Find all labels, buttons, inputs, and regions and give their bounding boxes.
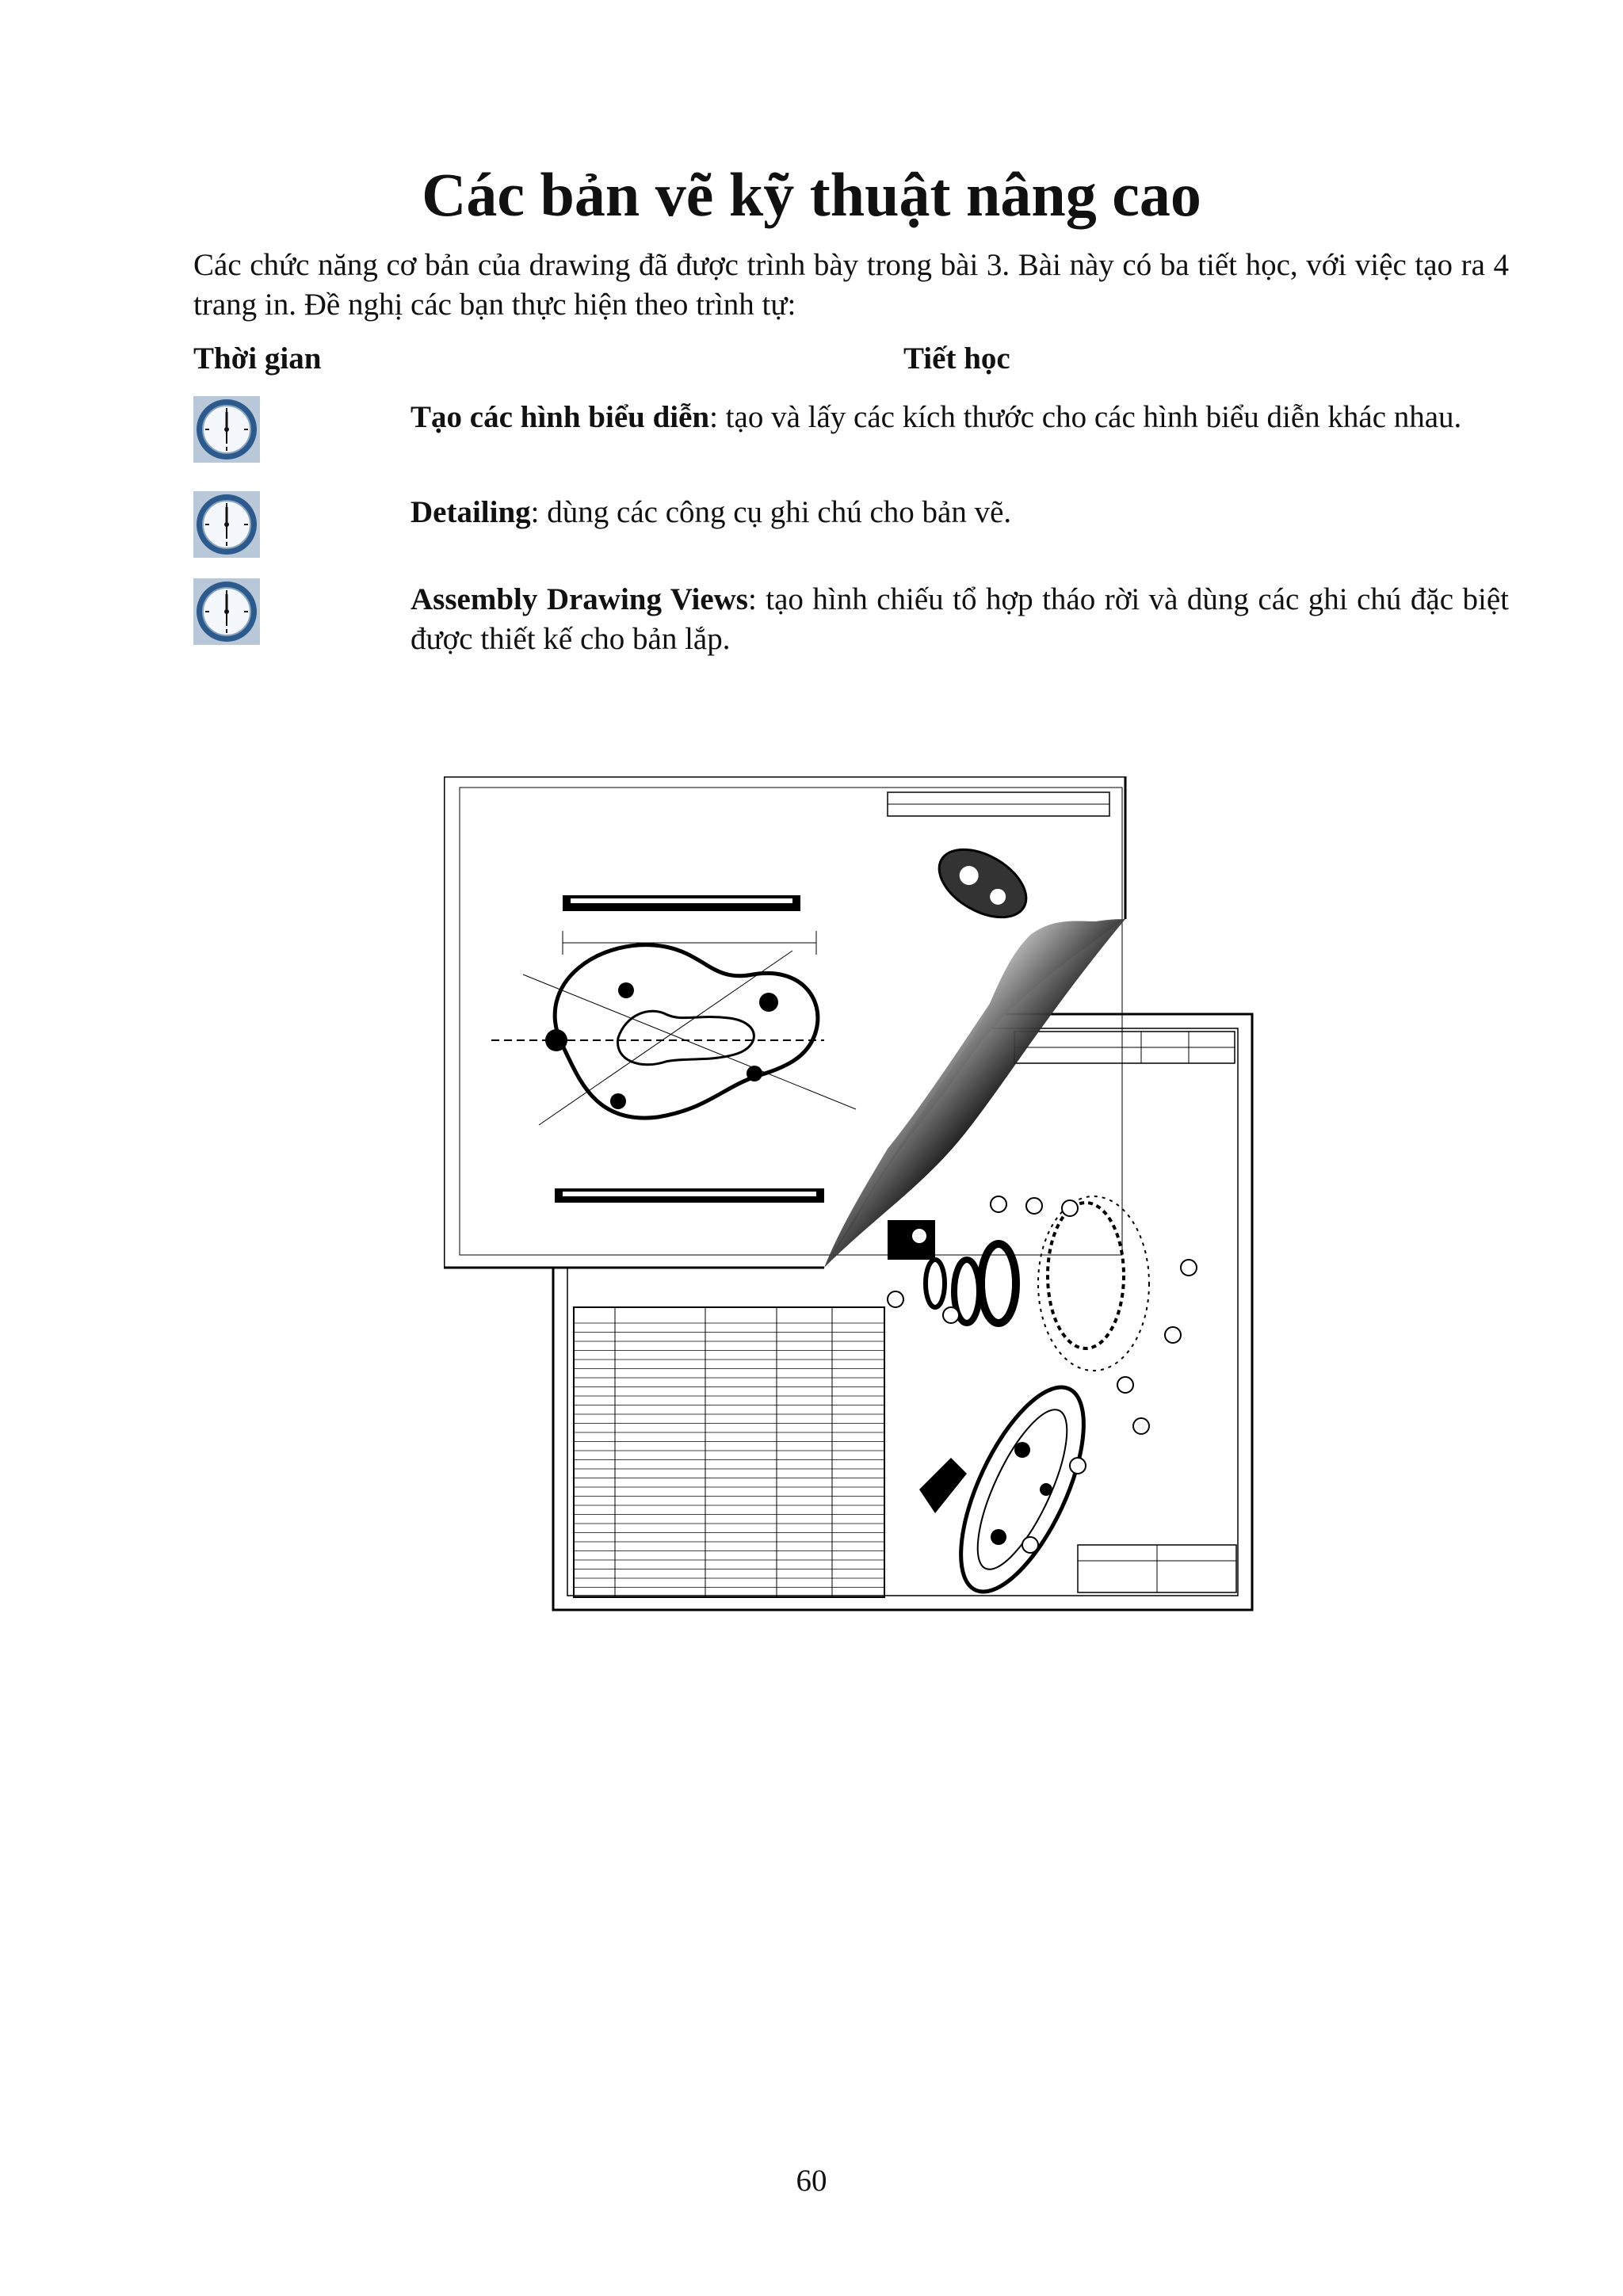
page-title: Các bản vẽ kỹ thuật nâng cao — [422, 160, 1201, 229]
column-header-time: Thời gian — [193, 341, 322, 376]
page-number: 60 — [796, 2164, 827, 2198]
intro-paragraph: Các chức năng cơ bản của drawing đã được trình bày trong bài 3. Bài này có ba tiết học, với việc tạo ra 4 trang in. Đề nghị các bạn thực hiện theo trình tự: — [193, 248, 1509, 322]
lesson-1 — [411, 398, 1509, 437]
clock-icon — [193, 578, 260, 645]
drawing-sheets-illustration — [444, 776, 1260, 1616]
lesson-3-desc: : tạo hình chiếu tổ hợp tháo rời và dùng các ghi chú đặc biệt được thiết kế cho bản lắp. — [411, 582, 1509, 656]
column-header-lesson: Tiết học — [903, 341, 1010, 376]
lesson-1-name: Tạo các hình biểu diễn — [411, 400, 710, 434]
clock-icon — [193, 396, 260, 463]
lesson-2-name: Detailing — [411, 495, 531, 529]
lesson-2 — [411, 493, 1509, 532]
lesson-3 — [411, 580, 1509, 659]
lesson-1-desc: : tạo và lấy các kích thước cho các hình biểu diễn khác nhau. — [709, 400, 1462, 434]
lesson-3-name: Assembly Drawing Views — [411, 582, 748, 616]
lesson-2-desc: : dùng các công cụ ghi chú cho bản vẽ. — [530, 495, 1012, 529]
clock-icon — [193, 491, 260, 558]
